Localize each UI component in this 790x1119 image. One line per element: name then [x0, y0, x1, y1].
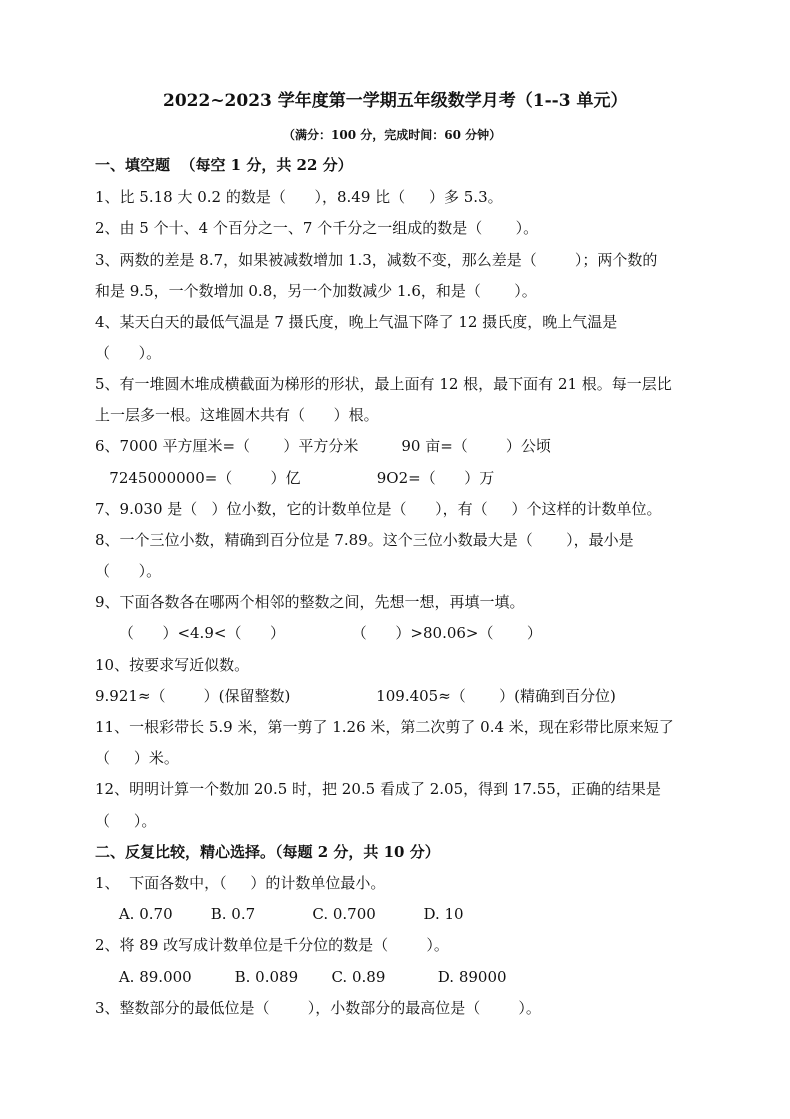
- choice-question-2: 2、将 89 改写成计数单位是千分位的数是（ ）。: [95, 936, 449, 954]
- question-8-line-2: （ ）。: [95, 562, 162, 580]
- choice-question-1-options: A. 0.70 B. 0.7 C. 0.700 D. 10: [95, 905, 464, 923]
- choice-question-3: 3、整数部分的最低位是（ ），小数部分的最高位是（ ）。: [95, 999, 541, 1017]
- question-6-line-2: 7245000000=（ ）亿 9O2=（ ）万: [95, 469, 495, 487]
- question-4-line-2: （ ）。: [95, 344, 162, 362]
- section-1-heading: 一、填空题 （每空 1 分，共 22 分）: [95, 156, 353, 174]
- question-11-line-1: 11、一根彩带长 5.9 米，第一剪了 1.26 米，第二次剪了 0.4 米，现在彩带比原来短了: [95, 718, 674, 736]
- question-12-line-1: 12、明明计算一个数加 20.5 时，把 20.5 看成了 2.05，得到 17.55，正确的结果是: [95, 780, 661, 798]
- question-10-line-1: 10、按要求写近似数。: [95, 656, 250, 674]
- question-6-line-1: 6、7000 平方厘米=（ ）平方分米 90 亩=（ ）公顷: [95, 437, 551, 455]
- page-subtitle: （满分：100 分，完成时间：60 分钟）: [283, 128, 502, 142]
- question-2: 2、由 5 个十、4 个百分之一、7 个千分之一组成的数是（ ）。: [95, 219, 539, 237]
- question-11-line-2: （ ）米。: [95, 749, 179, 767]
- question-10-line-2: 9.921≈（ ）(保留整数) 109.405≈（ ）(精确到百分位): [95, 687, 616, 705]
- choice-question-2-options: A. 89.000 B. 0.089 C. 0.89 D. 89000: [95, 968, 507, 986]
- page-title: 2022~2023 学年度第一学期五年级数学月考（1--3 单元）: [163, 91, 628, 111]
- question-7: 7、9.030 是（ ）位小数，它的计数单位是（ ），有（ ）个这样的计数单位。: [95, 500, 662, 518]
- question-1: 1、比 5.18 大 0.2 的数是（ ），8.49 比（ ）多 5.3。: [95, 188, 503, 206]
- section-2-heading: 二、反复比较，精心选择。（每题 2 分，共 10 分）: [95, 843, 440, 861]
- question-5-line-1: 5、有一堆圆木堆成横截面为梯形的形状，最上面有 12 根，最下面有 21 根。每一层比: [95, 375, 672, 393]
- question-4-line-1: 4、某天白天的最低气温是 7 摄氏度，晚上气温下降了 12 摄氏度，晚上气温是: [95, 313, 618, 331]
- choice-question-1: 1、 下面各数中，（ ）的计数单位最小。: [95, 874, 386, 892]
- question-3-line-1: 3、两数的差是 8.7，如果被减数增加 1.3，减数不变，那么差是（ ）；两个数的: [95, 251, 658, 269]
- question-8-line-1: 8、一个三位小数，精确到百分位是 7.89。这个三位小数最大是（ ），最小是: [95, 531, 634, 549]
- question-3-line-2: 和是 9.5，一个数增加 0.8，另一个加数减少 1.6，和是（ ）。: [95, 282, 537, 300]
- question-5-line-2: 上一层多一根。这堆圆木共有（ ）根。: [95, 406, 379, 424]
- question-9-line-2: （ ）<4.9<（ ） （ ）>80.06>（ ）: [95, 624, 542, 642]
- question-9-line-1: 9、下面各数各在哪两个相邻的整数之间，先想一想，再填一填。: [95, 593, 525, 611]
- question-12-line-2: （ ）。: [95, 812, 157, 830]
